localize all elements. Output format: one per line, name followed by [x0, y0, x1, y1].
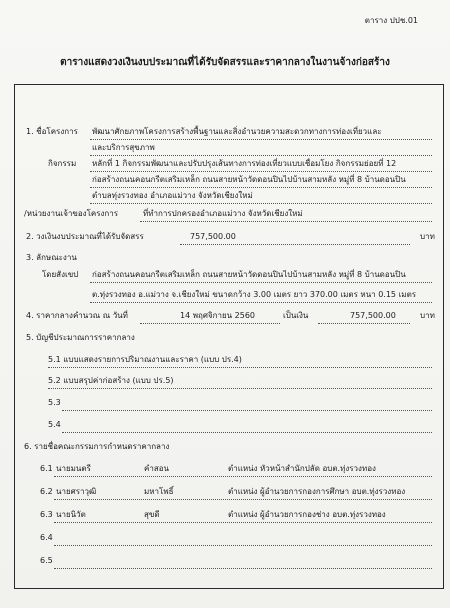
dotted-line: [54, 545, 432, 546]
committee-position: ตำแหน่ง ผู้อำนวยการกองช่าง อบต.ทุ่งรวงทอง: [228, 510, 386, 519]
dotted-line: [90, 155, 432, 156]
committee-name: นายศราวุฒิ: [56, 487, 97, 496]
committee-label: 6. รายชื่อคณะกรรมการกำหนดราคากลาง: [24, 442, 170, 451]
dotted-line: [318, 323, 410, 324]
dotted-line: [90, 302, 432, 303]
work-description-line1: ก่อสร้างถนนคอนกรีตเสริมเหล็ก ถนนสายหน้าวัดดอนปินไปบ้านสามหลัง หมู่ที่ 8 บ้านดอนปิน: [92, 270, 406, 279]
committee-no: 6.1: [40, 464, 53, 473]
dotted-line: [140, 323, 280, 324]
committee-no: 6.2: [40, 487, 53, 496]
dotted-line: [54, 522, 432, 523]
committee-no: 6.3: [40, 510, 53, 519]
median-price-value: 757,500.00: [350, 311, 396, 320]
dotted-line: [48, 367, 432, 368]
estimate-item: 5.2 แบบสรุปค่าก่อสร้าง (แบบ ปร.5): [48, 376, 174, 385]
work-type-label: 3. ลักษณะงาน: [26, 253, 77, 262]
dotted-line: [180, 244, 410, 245]
project-name-label: 1. ชื่อโครงการ: [26, 127, 78, 136]
budget-value: 757,500.00: [190, 232, 236, 241]
committee-position: ตำแหน่ง ผู้อำนวยการกองการศึกษา อบต.ทุ่งรวงทอง: [228, 487, 406, 496]
dotted-line: [54, 499, 432, 500]
dotted-line: [54, 568, 432, 569]
committee-surname: คำสอน: [144, 464, 169, 473]
estimate-list-label: 5. บัญชีประมาณการราคากลาง: [26, 333, 135, 342]
project-name-line1: พัฒนาศักยภาพโครงการสร้างพื้นฐานและสิ่งอำนวยความสะดวกทางการท่องเที่ยวและ: [92, 127, 382, 136]
project-name-line2: และบริการสุขภาพ: [92, 143, 155, 152]
activity-line1: หลักที่ 1 กิจกรรมพัฒนาและปรับปรุงเส้นทางการท่องเที่ยวแบบเชื่อมโยง กิจกรรมย่อยที่ 12: [92, 159, 397, 168]
form-code: ตาราง ปปช.01: [364, 16, 418, 25]
dotted-line: [90, 171, 432, 172]
dotted-line: [90, 282, 432, 283]
dotted-line: [90, 203, 432, 204]
estimate-item: 5.4: [48, 420, 61, 429]
dotted-line: [54, 476, 432, 477]
budget-unit: บาท: [420, 232, 435, 241]
activity-line2: ก่อสร้างถนนคอนกรีตเสริมเหล็ก ถนนสายหน้าวัดดอนปินไปบ้านสามหลัง หมู่ที่ 8 บ้านดอนปิน: [92, 175, 406, 184]
budget-label: 2. วงเงินงบประมาณที่ได้รับจัดสรร: [26, 232, 144, 241]
dotted-line: [90, 139, 432, 140]
dotted-line: [90, 187, 432, 188]
median-price-unit: บาท: [420, 311, 435, 320]
owner-agency-label: /หน่วยงานเจ้าของโครงการ: [24, 209, 119, 218]
dotted-line: [48, 388, 432, 389]
dotted-line: [140, 221, 432, 222]
committee-surname: สุขดี: [144, 510, 160, 519]
committee-surname: มหาโพธิ์: [144, 487, 174, 496]
estimate-item: 5.1 แบบแสดงรายการปริมาณงานและราคา (แบบ ปร.4): [48, 355, 242, 364]
estimate-item: 5.3: [48, 398, 61, 407]
committee-no: 6.4: [40, 533, 53, 542]
work-summary-label: โดยสังเขป: [42, 270, 79, 279]
committee-name: นายมนตรี: [56, 464, 91, 473]
committee-no: 6.5: [40, 556, 53, 565]
amount-label: เป็นเงิน: [283, 311, 309, 320]
activity-line3: ตำบลทุ่งรวงทอง อำเภอแม่วาง จังหวัดเชียงใหม่: [92, 191, 253, 200]
median-price-label: 4. ราคากลางคำนวณ ณ วันที่: [26, 311, 128, 320]
activity-label: กิจกรรม: [48, 159, 77, 168]
committee-position: ตำแหน่ง หัวหน้าสำนักปลัด อบต.ทุ่งรวงทอง: [228, 464, 376, 473]
committee-name: นายนิวัต: [56, 510, 86, 519]
document-title: ตารางแสดงวงเงินงบประมาณที่ได้รับจัดสรรและราคากลางในงานจ้างก่อสร้าง: [60, 57, 390, 68]
median-price-date: 14 พฤศจิกายน 2560: [180, 311, 255, 320]
work-description-line2: ต.ทุ่งรวงทอง อ.แม่วาง จ.เชียงใหม่ ขนาดกว้าง 3.00 เมตร ยาว 370.00 เมตร หนา 0.15 เมตร: [92, 290, 417, 299]
dotted-line: [62, 432, 432, 433]
dotted-line: [62, 410, 432, 411]
owner-agency-value: ที่ทำการปกครองอำเภอแม่วาง จังหวัดเชียงใหม่: [143, 209, 303, 218]
